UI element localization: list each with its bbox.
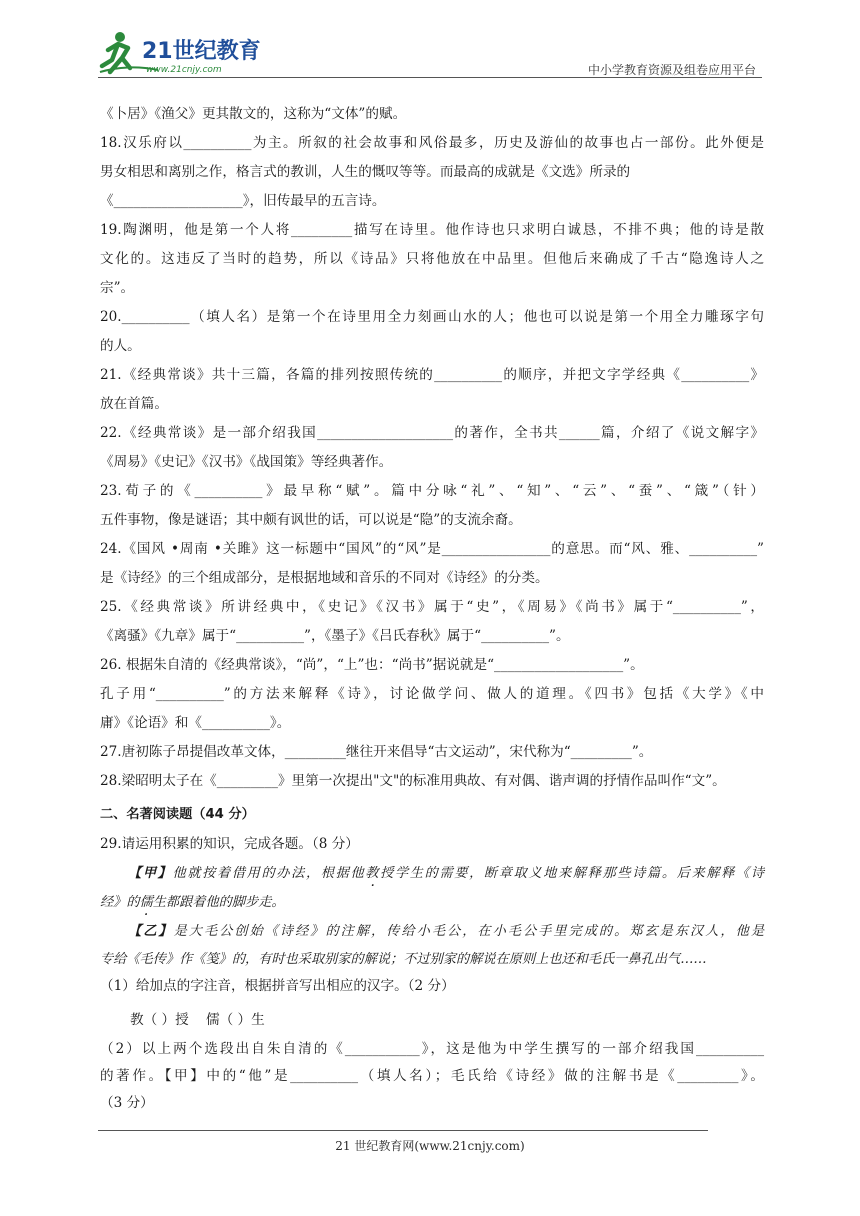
text-line: 《___________________》，旧传最早的五言诗。: [100, 193, 386, 209]
text-line: 文化的。这违反了当时的趋势，所以《诗品》只将他放在中品里。但他后来确成了千古“隐逸诗人之: [100, 251, 764, 267]
text-line: 的人。: [100, 338, 141, 354]
text-line: 宗”。: [100, 280, 135, 296]
text-line: 《离骚》《九章》属于“__________”，《墨子》《吕氏春秋》属于“__________”。: [100, 628, 570, 644]
question-18: 18.汉乐府以__________为主。所叙的社会故事和风俗最多，历史及游仙的故事也占一部份。此外便是: [100, 135, 764, 151]
text-line: 《周易》《史记》《汉书》《战国策》等经典著作。: [100, 454, 393, 470]
text-line: 《卜居》《渔父》更其散文的，这称为“文体”的赋。: [100, 106, 407, 122]
question-24: 24.《国风 •周南 •关雎》这一标题中“国风”的“风”是________________的意思。而“风、雅、__________”: [100, 541, 764, 557]
pinyin-answers: [100, 1000, 764, 1036]
passage-jia: 【甲】他就按着借用的办法，根据他教授学生的需要，断章取义地来解释那些诗篇。后来解释《诗: [128, 866, 765, 881]
text-line: 放在首篇。: [100, 396, 168, 412]
question-19: 19.陶渊明，他是第一个人将_________描写在诗里。他作诗也只求明白诚恳，不排不典；他的诗是散: [100, 222, 764, 238]
question-23: 23.荀子的《__________》最早称“赋”。篇中分咏“礼”、“知”、“云”、“蚕”、“箴”（针）: [100, 483, 764, 499]
section-title: 二、名著阅读题（44 分）: [100, 807, 255, 822]
sub-question-2: （2）以上两个选段出自朱自清的《___________》，这是他为中学生撰写的一部介绍我国__________: [100, 1041, 764, 1057]
text-line: 五件事物，像是谜语；其中颇有讽世的话，可以说是“隐”的支流余裔。: [100, 512, 522, 528]
passage-label: 【乙】: [128, 924, 174, 939]
text-line: 庸》《论语》和《__________》。: [100, 715, 291, 731]
logo-url: www.21cnjy.com: [146, 65, 222, 75]
header-divider: [98, 77, 762, 78]
logo-text: 21世纪教育: [142, 39, 261, 64]
question-25: 25.《经典常谈》所讲经典中，《史记》《汉书》属于“史”，《周易》《尚书》属于“__________”，: [100, 599, 764, 615]
question-28: 28.梁昭明太子在《_________》里第一次提出"文"的标准用典故、有对偶、谐声调的抒情作品叫作“文”。: [100, 773, 726, 789]
word-answer: 儒（ ）生: [206, 1012, 265, 1028]
passage-yi: 【乙】是大毛公创始《诗经》的注解，传给小毛公，在小毛公手里完成的。郑玄是东汉人，他是: [128, 924, 765, 939]
text-line: （3 分）: [100, 1095, 154, 1111]
platform-name: 中小学教育资源及组卷应用平台: [587, 63, 756, 77]
word-answer: 教（ ）授: [130, 1012, 189, 1028]
text-line: 的著作。【甲】中的“他”是__________（填人名）；毛氏给《诗经》做的注解书是《_________》。: [100, 1068, 764, 1084]
text-line: 孔子用“__________”的方法来解释《诗》，讨论做学问、做人的道理。《四书》包括《大学》《中: [100, 686, 764, 702]
question-22: 22.《经典常谈》是一部介绍我国____________________的著作，全书共______篇，介绍了《说文解字》: [100, 425, 764, 441]
dotted-char: 教: [365, 866, 381, 881]
page-header: [98, 28, 762, 80]
question-27: 27.唐初陈子昂提倡改革文体，_________继往开来倡导“古文运动”，宋代称为“_________”。: [100, 744, 653, 760]
document-body: [100, 100, 764, 1117]
text-line: 经》的儒生都跟着他的脚步走。: [100, 895, 285, 910]
question-21: 21.《经典常谈》共十三篇，各篇的排列按照传统的__________的顺序，并把文字学经典《__________》: [100, 367, 764, 383]
passage-label: 【甲】: [128, 866, 173, 881]
text-line: 是《诗经》的三个组成部分，是根据地域和音乐的不同对《诗经》的分类。: [100, 570, 549, 586]
question-26: 26. 根据朱自清的《经典常谈》，“尚”，“上”也：“尚书”据说就是“___________________”。: [100, 657, 644, 673]
question-20: 20.__________（填人名）是第一个在诗里用全力刻画山水的人；他也可以说是第一个用全力雕琢字句: [100, 309, 764, 325]
sub-question-1: （1）给加点的字注音，根据拼音写出相应的汉字。（2 分）: [100, 978, 455, 994]
question-29: 29.请运用积累的知识，完成各题。（8 分）: [100, 836, 359, 852]
page-footer: 21 世纪教育网(www.21cnjy.com): [335, 1139, 525, 1153]
dotted-char: 儒: [139, 895, 153, 910]
text-line: 专给《毛传》作《笺》的，有时也采取别家的解说；不过别家的解说在原则上也还和毛氏一鼻孔出气……: [100, 952, 707, 967]
footer-divider: [98, 1130, 708, 1131]
text-line: 男女相思和离别之作，格言式的教训，人生的慨叹等等。而最高的成就是《文选》所录的: [100, 164, 631, 180]
site-logo: [98, 28, 268, 78]
